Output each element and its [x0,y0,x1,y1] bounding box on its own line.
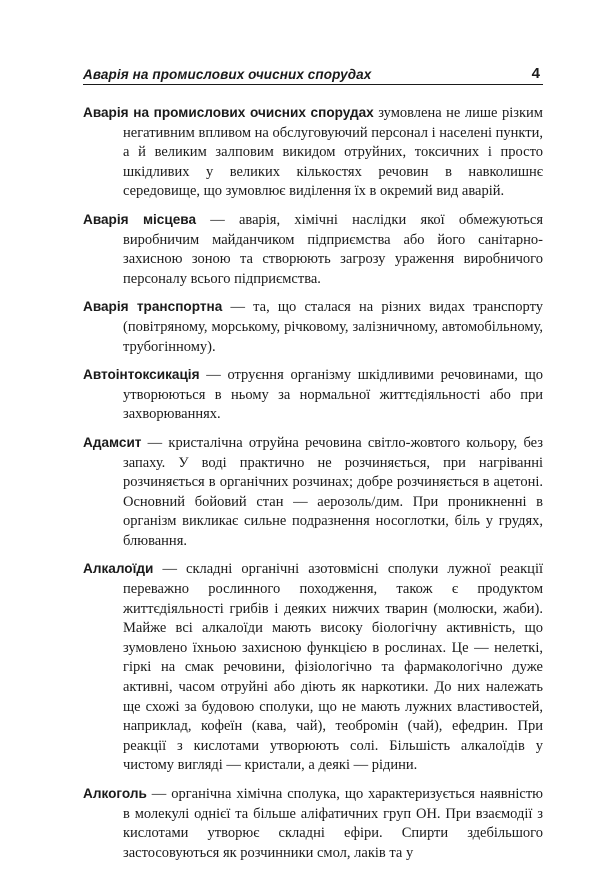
entry-definition: — кристалічна отруйна речовина світло-жовтого кольору, без запаху. У воді практично не розчиняється, при нагріванні розчиняється в органічних розчинах; добре розчиняється в ацетоні. Основний бойовий стан — аерозоль/дим. При проникненні в організм викликає сильне подразнення носоглотки, біль у грудях, блювання. [123,434,543,549]
glossary-entry [83,559,543,776]
entry-definition: зумовлена не лише різким негативним впливом на обслуговуючий персонал і населені пункти, а й великим залповим викидом отруйних, токсичних і просто шкідливих у великих кількостях речовин в навколишнє середовище, що зумовлює виділення їх в окремий вид аварій. [123,105,543,200]
entry-definition: — отруєння організму шкідливими речовинами, що утворюються в ньому за нормальної життєдіяльності або при захворюваннях. [123,367,543,423]
entry-definition: — органічна хімічна сполука, що характеризується наявністю в молекулі однієї та більше аліфатичних груп OH. При взаємодії з кислотами утворює складні ефіри. Спирти здебільшого застосовуються як розчинники смол, лаків та у [123,786,543,861]
entry-term: Аварія місцева [83,211,197,227]
entry-term: Адамсит [83,434,142,450]
running-header-title: Аварія на промислових очисних спорудах [83,67,372,82]
page-number: 4 [531,65,540,82]
glossary-entries [83,103,543,863]
entry-definition: — аварія, хімічні наслідки якої обмежуються виробничим майданчиком підприємства або його санітарно-захисною зоною та створюють загрозу ураження виробничого персоналу всього підприємства. [123,211,543,287]
entry-term: Алкоголь [83,786,147,801]
glossary-entry [83,210,543,289]
entry-definition: — та, що сталася на різних видах транспорту (повітряному, морському, річковому, залізничному, автомобільному, трубогінному). [123,299,544,355]
glossary-entry [83,784,543,863]
entry-term: Алкалоїди [83,561,154,577]
glossary-entry [83,365,543,425]
glossary-entry [83,433,543,552]
entry-term: Аварія транспортна [83,299,223,315]
entry-definition: — складні органічні азотовмісні сполуки лужної реакції переважно рослинного походження, також є продуктом життєдіяльності грибів і деяких нижчих тварин (молюски, жаби). Майже всі алкалоїди мають високу біологічну активність, що зумовлено їхньою захисною функцією в рослинах. Це — нелеткі, гіркі на смак речовини, фізіологічно та фармакологічно дуже активні, часом отруйні або діють як наркотики. До них належать ще схожі за будовою сполуки, що не мають лужних властивостей, наприклад, кофеїн (кава, чай), теобромін (чай), ефедрин. При реакції з кислотами утворюють солі. Більшість алкалоїдів у чистому вигляді — кристали, а деякі — рідини. [123,561,543,774]
entry-term: Автоінтоксикація [83,367,200,383]
document-page [83,60,543,871]
entry-term: Аварія на промислових очисних спорудах [83,105,374,120]
running-header [83,60,543,85]
glossary-entry [83,297,543,357]
glossary-entry [83,103,543,202]
